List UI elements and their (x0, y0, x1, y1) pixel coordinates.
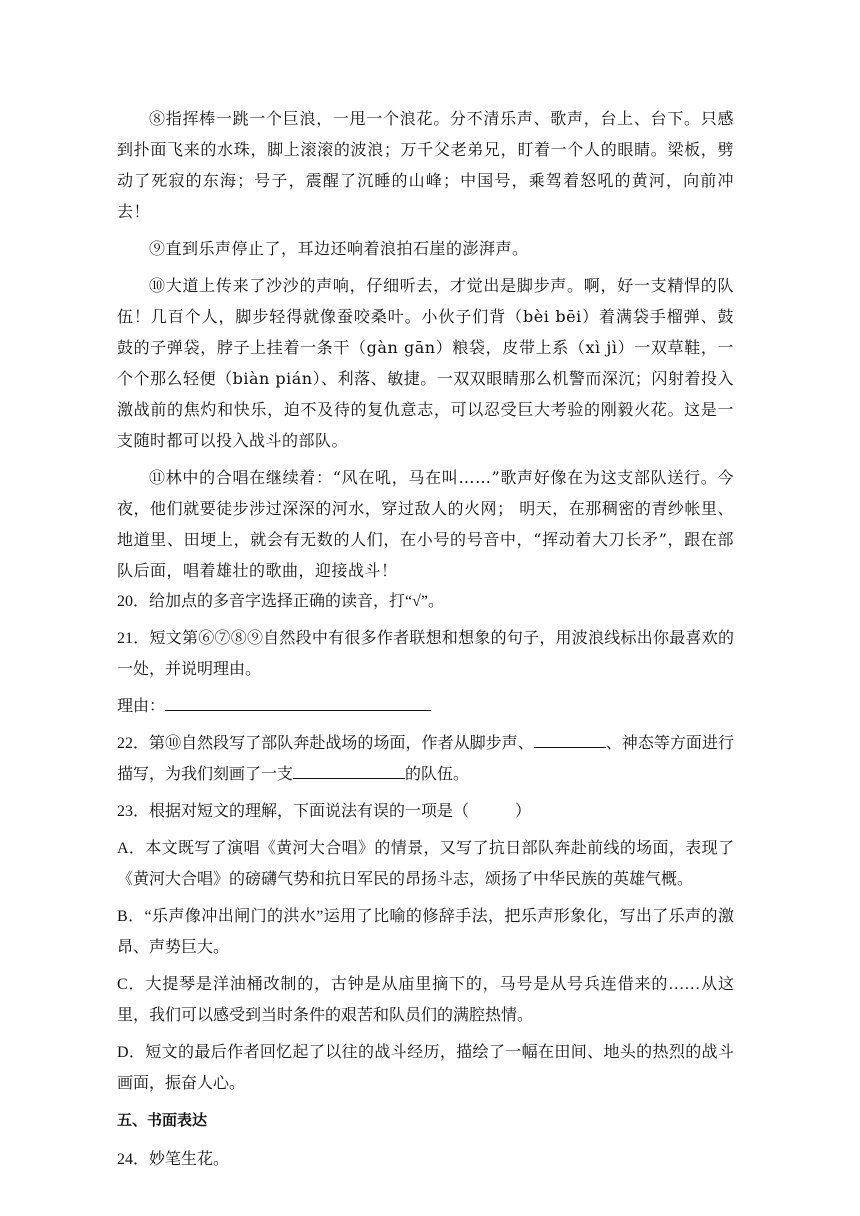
question-20: 20．给加点的多音字选择正确的读音，打“√”。 (117, 593, 444, 610)
option-d: D．短文的最后作者回忆起了以往的战斗经历，描绘了一幅在田间、地头的热烈的战斗画面，振奋人心。 (117, 1044, 734, 1092)
question-22-text-1: 22．第⑩自然段写了部队奔赴战场的场面，作者从脚步声、 (117, 735, 534, 752)
document-page (117, 103, 734, 1181)
question-22-text-2: 、神态等方面进行描写，为我们刻画了一支 (117, 735, 734, 783)
question-23-stem: 23．根据对短文的理解，下面说法有误的一项是（ (117, 803, 470, 820)
question-23 (117, 796, 734, 827)
option-a: A．本文既写了演唱《黄河大合唱》的情景，又写了抗日部队奔赴前线的场面，表现了《黄河大合唱》的磅礴气势和抗日军民的昂扬斗志，颂扬了中华民族的英雄气概。 (117, 840, 734, 888)
option-c: C．大提琴是洋油桶改制的，古钟是从庙里摘下的，马号是从号兵连借来的……从这里，我们可以感受到当时条件的艰苦和队员们的满腔热情。 (117, 976, 734, 1024)
question-22-blank-2[interactable] (293, 762, 405, 779)
reason-label: 理由： (117, 698, 166, 715)
reason-answer-blank[interactable] (165, 694, 431, 711)
paragraph-9: ⑨直到乐声停止了，耳边还响着浪拍石崖的澎湃声。 (149, 239, 529, 258)
question-23-close: ） (515, 803, 532, 820)
paragraph-8: ⑧指挥棒一跳一个巨浪，一甩一个浪花。分不清乐声、歌声，台上、台下。只感到扑面飞来的水珠，脚上滚滚的波浪；万千父老弟兄，盯着一个人的眼睛。梁板，劈动了死寂的东海；号子，震醒了沉睡的山峰；中国号，乘驾着怒吼的黄河，向前冲去！ (117, 109, 734, 221)
paragraph-10: ⑩大道上传来了沙沙的声响，仔细听去，才觉出是脚步声。啊，好一支精悍的队伍！几百个人，脚步轻得就像蚕咬桑叶。小伙子们背（bèi bēi）着满袋手榴弹、鼓鼓的子弹袋，脖子上挂着一条干（gàn gān）粮袋，皮带上系（xì jì）一双草鞋，一个个那么轻便（biàn pián）、利落、敏捷。一双双眼睛那么机警而深沉；闪射着投入激战前的焦灼和快乐，迫不及待的复仇意志，可以忍受巨大考验的刚毅火花。这是一支随时都可以投入战斗的部队。 (117, 276, 734, 450)
section-heading-5: 五、书面表达 (117, 1111, 208, 1129)
question-22 (117, 728, 734, 790)
option-b: B．“乐声像冲出闸门的洪水”运用了比喻的修辞手法，把乐声形象化，写出了乐声的激昂、声势巨大。 (117, 908, 734, 956)
question-21: 21．短文第⑥⑦⑧⑨自然段中有很多作者联想和想象的句子，用波浪线标出你最喜欢的一处，并说明理由。 (117, 630, 734, 678)
question-21-reason (117, 691, 734, 722)
question-24: 24．妙笔生花。 (117, 1151, 230, 1168)
paragraph-11: ⑪林中的合唱在继续着：“风在吼，马在叫……”歌声好像在为这支部队送行。今夜，他们就要徒步涉过深深的河水，穿过敌人的火网； 明天，在那稠密的青纱帐里、地道里、田埂上，就会有无数的人们，在小号的号音中，“挥动着大刀长矛”，跟在部队后面，唱着雄壮的歌曲，迎接战斗！ (117, 468, 734, 580)
question-22-text-3: 的队伍。 (405, 766, 470, 783)
question-22-blank-1[interactable] (534, 731, 606, 748)
